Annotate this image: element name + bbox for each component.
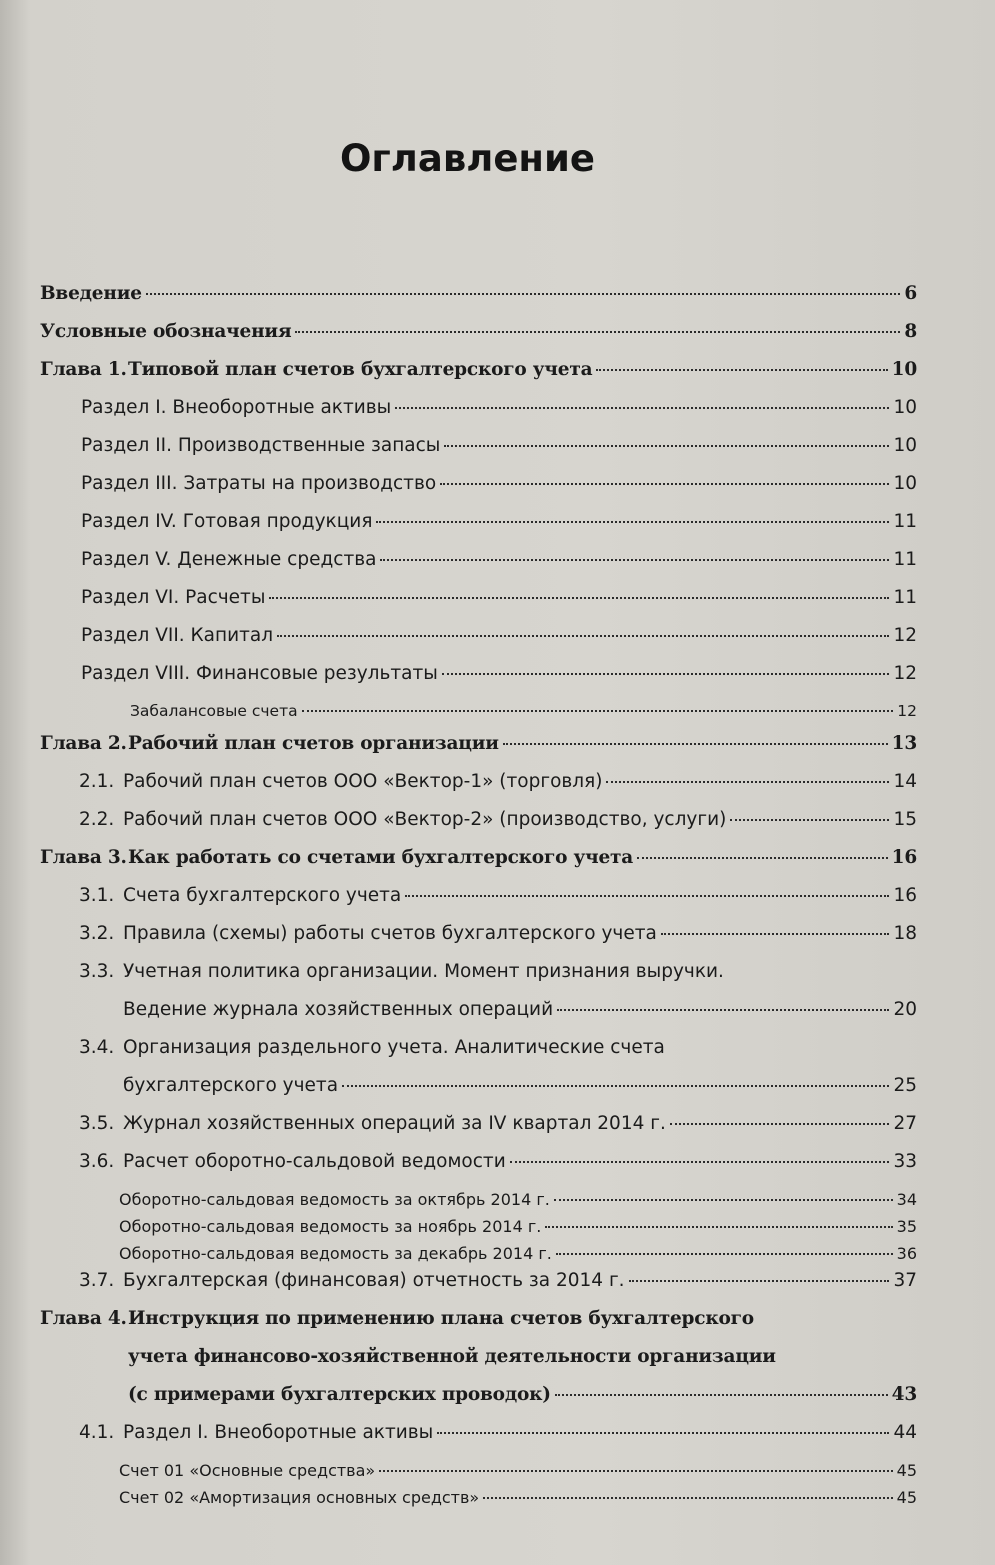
dot-leader	[629, 1280, 890, 1282]
toc-entry-title: Расчет оборотно-сальдовой ведомости	[123, 1151, 506, 1172]
dot-leader	[277, 635, 889, 637]
toc-entry-number: 3.1.	[79, 885, 115, 906]
toc-entry-title: Бухгалтерская (финансовая) отчетность за 2014 г.	[123, 1270, 625, 1291]
toc-entry-page: 27	[893, 1113, 917, 1134]
toc-entry-title: Правила (схемы) работы счетов бухгалтерского учета	[123, 923, 657, 944]
toc-entry	[40, 807, 917, 845]
toc-entry	[40, 1458, 917, 1485]
dot-leader	[483, 1497, 892, 1499]
dot-leader	[380, 559, 889, 561]
toc-entry	[40, 1241, 917, 1268]
toc-entry	[40, 1149, 917, 1187]
toc-entry-page: 34	[896, 1190, 917, 1209]
toc-entry-number: 3.7.	[79, 1270, 115, 1291]
toc-entry-page: 10	[893, 473, 917, 494]
toc-entry-page: 11	[893, 549, 917, 570]
toc-entry	[40, 1035, 917, 1111]
dot-leader	[442, 673, 890, 675]
toc-entry-title: Раздел I. Внеоборотные активы	[123, 1422, 434, 1443]
toc-entry-title: Как работать со счетами бухгалтерского учета	[128, 847, 634, 868]
toc-entry-page: 33	[893, 1151, 917, 1172]
page-title: Оглавление	[339, 136, 596, 180]
toc-entry-page: 44	[893, 1422, 917, 1443]
toc-entry	[40, 883, 917, 921]
toc-entry-title-line: учета финансово-хозяйственной деятельности организации	[128, 1346, 776, 1367]
toc-entry-page: 45	[896, 1488, 917, 1507]
toc-entry-title-line: Ведение журнала хозяйственных операций	[123, 999, 554, 1020]
toc-entry-title: Раздел VIII. Финансовые результаты	[81, 663, 438, 684]
toc-entry-number: 3.3.	[79, 961, 115, 982]
toc-entry-title: Условные обозначения	[40, 321, 292, 342]
toc-entry	[40, 433, 917, 471]
toc-entry	[40, 1420, 917, 1458]
toc-entry-page: 37	[893, 1270, 917, 1291]
dot-leader	[545, 1226, 892, 1228]
toc-entry	[40, 1485, 917, 1512]
toc-entry	[40, 699, 917, 731]
toc-entry-page: 12	[897, 702, 917, 720]
toc-entry-title: Рабочий план счетов организации	[128, 733, 499, 754]
toc-entry-number: Глава 2.	[40, 733, 127, 754]
dot-leader	[670, 1123, 890, 1125]
toc-entry	[40, 661, 917, 699]
toc-entry-page: 11	[893, 511, 917, 532]
toc-entry-page: 20	[893, 999, 917, 1020]
toc-entry	[40, 1214, 917, 1241]
toc-entry-page: 10	[893, 397, 917, 418]
toc-entry-number: Глава 1.	[40, 359, 127, 380]
toc-entry	[40, 509, 917, 547]
toc-entry-title: Раздел IV. Готовая продукция	[81, 511, 373, 532]
toc-entry-title-line: Организация раздельного учета. Аналитические счета	[123, 1037, 665, 1058]
toc-entry	[40, 281, 917, 319]
dot-leader	[555, 1394, 888, 1396]
dot-leader	[440, 483, 889, 485]
toc-entry	[40, 471, 917, 509]
toc-entry-page: 15	[893, 809, 917, 830]
dot-leader	[730, 819, 889, 821]
toc-entry-number: 3.5.	[79, 1113, 115, 1134]
toc-entry	[40, 547, 917, 585]
toc-entry-page: 13	[891, 733, 917, 754]
toc-entry	[40, 959, 917, 1035]
toc-entry	[40, 921, 917, 959]
toc-entry	[40, 319, 917, 357]
toc-entry-title: Типовой план счетов бухгалтерского учета	[128, 359, 593, 380]
toc-entry-page: 8	[904, 321, 917, 342]
toc-entry-title: Рабочий план счетов ООО «Вектор-1» (торговля)	[123, 771, 603, 792]
toc-entry-number: 3.4.	[79, 1037, 115, 1058]
toc-entry-page: 12	[893, 625, 917, 646]
dot-leader	[295, 331, 900, 333]
dot-leader	[342, 1085, 889, 1087]
toc-entry-title: Оборотно-сальдовая ведомость за октябрь 2014 г.	[119, 1190, 550, 1209]
dot-leader	[661, 933, 890, 935]
toc-entry-title-line: (с примерами бухгалтерских проводок)	[128, 1384, 551, 1405]
toc-entry	[40, 1268, 917, 1306]
toc-entry-title: Раздел II. Производственные запасы	[81, 435, 441, 456]
toc-entry-title: Раздел III. Затраты на производство	[81, 473, 437, 494]
dot-leader	[376, 521, 889, 523]
dot-leader	[379, 1470, 892, 1472]
toc-entry-page: 16	[891, 847, 917, 868]
toc-entry-page: 43	[891, 1384, 917, 1405]
toc-entry	[40, 1111, 917, 1149]
toc-entry-title: Оборотно-сальдовая ведомость за декабрь 2014 г.	[119, 1244, 552, 1263]
toc-entry-number: Глава 4.	[40, 1308, 127, 1329]
dot-leader	[269, 597, 889, 599]
toc-entry-title-line: Инструкция по применению плана счетов бухгалтерского	[128, 1308, 754, 1329]
toc-entry-title: Журнал хозяйственных операций за IV квартал 2014 г.	[123, 1113, 666, 1134]
toc-entry-title: Введение	[40, 283, 142, 304]
dot-leader	[302, 710, 894, 712]
toc-entry	[40, 1306, 917, 1420]
dot-leader	[503, 743, 888, 745]
toc-entry-title: Раздел V. Денежные средства	[81, 549, 377, 570]
toc-entry-number: 4.1.	[79, 1422, 115, 1443]
dot-leader	[395, 407, 889, 409]
toc-entry	[40, 1187, 917, 1214]
toc-entry-title: Раздел VII. Капитал	[81, 625, 274, 646]
toc-entry-number: Глава 3.	[40, 847, 127, 868]
toc-entry-page: 11	[893, 587, 917, 608]
dot-leader	[557, 1009, 889, 1011]
toc-entry-title: Рабочий план счетов ООО «Вектор-2» (производство, услуги)	[123, 809, 727, 830]
dot-leader	[444, 445, 889, 447]
toc-entry-page: 10	[891, 359, 917, 380]
toc-entry-number: 2.2.	[79, 809, 115, 830]
dot-leader	[596, 369, 887, 371]
toc-entry-page: 36	[896, 1244, 917, 1263]
table-of-contents	[40, 281, 917, 1512]
dot-leader	[146, 293, 901, 295]
dot-leader	[437, 1432, 889, 1434]
toc-entry-title: Счета бухгалтерского учета	[123, 885, 402, 906]
toc-entry-page: 18	[893, 923, 917, 944]
toc-entry	[40, 845, 917, 883]
toc-entry-title: Раздел VI. Расчеты	[81, 587, 266, 608]
toc-entry-title-line: бухгалтерского учета	[123, 1075, 339, 1096]
toc-entry-title-line: Учетная политика организации. Момент признания выручки.	[123, 961, 724, 982]
dot-leader	[637, 857, 888, 859]
toc-entry-title: Оборотно-сальдовая ведомость за ноябрь 2014 г.	[119, 1217, 542, 1236]
toc-entry-number: 2.1.	[79, 771, 115, 792]
toc-entry-page: 25	[893, 1075, 917, 1096]
toc-entry-page: 45	[896, 1461, 917, 1480]
dot-leader	[556, 1253, 893, 1255]
toc-entry-page: 35	[896, 1217, 917, 1236]
toc-entry-title: Счет 02 «Амортизация основных средств»	[119, 1488, 480, 1507]
toc-entry	[40, 769, 917, 807]
toc-entry-number: 3.2.	[79, 923, 115, 944]
dot-leader	[405, 895, 889, 897]
toc-entry-title: Счет 01 «Основные средства»	[119, 1461, 376, 1480]
toc-entry	[40, 357, 917, 395]
dot-leader	[606, 781, 889, 783]
toc-entry-page: 14	[893, 771, 917, 792]
toc-entry	[40, 395, 917, 433]
toc-entry-page: 6	[904, 283, 917, 304]
toc-entry-title: Забалансовые счета	[130, 702, 298, 720]
toc-entry-title: Раздел I. Внеоборотные активы	[81, 397, 392, 418]
dot-leader	[554, 1199, 893, 1201]
toc-entry	[40, 585, 917, 623]
toc-entry-number: 3.6.	[79, 1151, 115, 1172]
toc-entry-page: 16	[893, 885, 917, 906]
toc-entry-page: 10	[893, 435, 917, 456]
toc-entry-page: 12	[893, 663, 917, 684]
toc-entry	[40, 623, 917, 661]
dot-leader	[510, 1161, 890, 1163]
toc-entry	[40, 731, 917, 769]
